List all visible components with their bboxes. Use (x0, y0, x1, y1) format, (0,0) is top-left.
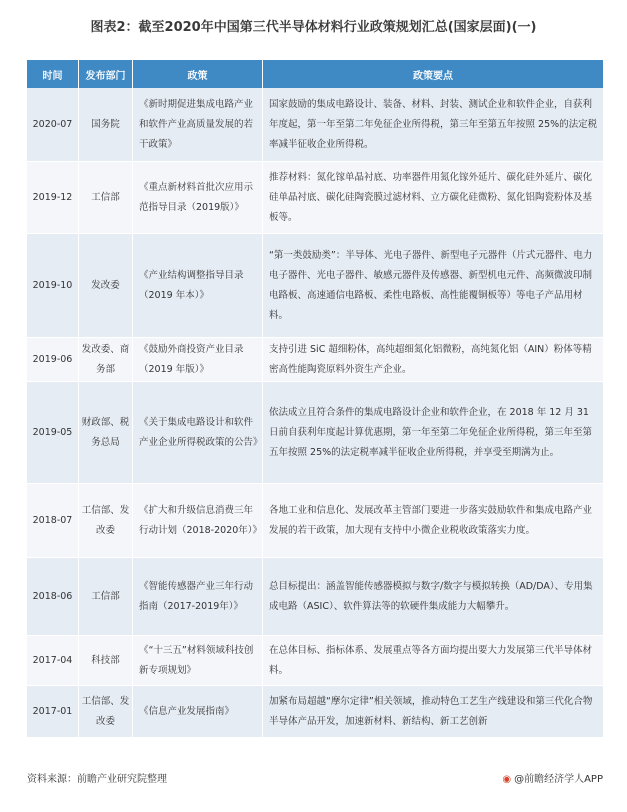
weibo-icon: ◉ (502, 774, 512, 785)
row-time: 2019-10 (27, 234, 79, 338)
row-policy: 《扩大和升级信息消费三年行动计划（2018-2020年）》 (133, 484, 263, 558)
row-dept: 发改委、商务部 (79, 338, 133, 382)
row-points: 各地工业和信息化、发展改革主管部门要进一步落实鼓励软件和集成电路产业发展的若干政策，加大现有支持中小微企业税收政策落实力度。 (263, 484, 603, 558)
row-time: 2018-07 (27, 484, 79, 558)
row-dept: 财政部、税务总局 (79, 382, 133, 484)
row-policy: 《信息产业发展指南》 (133, 686, 263, 738)
row-dept: 科技部 (79, 636, 133, 686)
row-dept: 工信部、发改委 (79, 484, 133, 558)
row-points: 依法成立且符合条件的集成电路设计企业和软件企业，在 2018 年 12 月 31 日前自获利年度起计算优惠期，第一年至第二年免征企业所得税，第三年至第五年按照 25%的法定税率减半征收企业所得税，并享受至期满为止。 (263, 382, 603, 484)
row-points: 支持引进 SiC 超细粉体，高纯超细氮化铝微粉，高纯氮化铝（AIN）粉体等精密高性能陶瓷原料外资生产企业。 (263, 338, 603, 382)
row-points: 国家鼓励的集成电路设计、装备、材料、封装、测试企业和软件企业，自获利年度起，第一年至第二年免征企业所得税，第三年至第五年按照 25%的法定税率减半征收企业所得税。 (263, 88, 603, 162)
table-row (27, 686, 603, 738)
row-policy: 《重点新材料首批次应用示范指导目录（2019版）》 (133, 162, 263, 234)
row-policy: 《“十三五”材料领域科技创新专项规划》 (133, 636, 263, 686)
table-row (27, 558, 603, 636)
source-note: 资料来源：前瞻产业研究院整理 (27, 774, 167, 785)
row-dept: 国务院 (79, 88, 133, 162)
table-row (27, 382, 603, 484)
header-time: 时间 (27, 60, 79, 88)
header-points: 政策要点 (263, 60, 603, 88)
row-policy: 《智能传感器产业三年行动指南（2017-2019年）》 (133, 558, 263, 636)
row-policy: 《鼓励外商投资产业目录（2019 年版）》 (133, 338, 263, 382)
row-time: 2019-05 (27, 382, 79, 484)
row-points: “第一类鼓励类”：半导体、光电子器件、新型电子元器件（片式元器件、电力电子器件、光电子器件、敏感元器件及传感器、新型机电元件、高频微波印制电路板、高速通信电路板、柔性电路板、高性能覆铜板等）等电子产品用材料。 (263, 234, 603, 338)
brand-credit (502, 770, 603, 785)
header-policy: 政策 (133, 60, 263, 88)
row-points: 在总体目标、指标体系、发展重点等各方面均提出要大力发展第三代半导体材料。 (263, 636, 603, 686)
table-row (27, 234, 603, 338)
row-dept: 发改委 (79, 234, 133, 338)
header-dept: 发布部门 (79, 60, 133, 88)
row-policy: 《新时期促进集成电路产业和软件产业高质量发展的若干政策》 (133, 88, 263, 162)
row-time: 2020-07 (27, 88, 79, 162)
page-title: 图表2：截至2020年中国第三代半导体材料行业政策规划汇总(国家层面)(一) (90, 20, 537, 35)
table-row (27, 484, 603, 558)
row-time: 2019-12 (27, 162, 79, 234)
row-time: 2019-06 (27, 338, 79, 382)
row-time: 2018-06 (27, 558, 79, 636)
row-points: 总目标提出：涵盖智能传感器模拟与数字/数字与模拟转换（AD/DA）、专用集成电路（ASIC）、软件算法等的软硬件集成能力大幅攀升。 (263, 558, 603, 636)
row-dept: 工信部 (79, 162, 133, 234)
row-dept: 工信部 (79, 558, 133, 636)
row-points: 加紧布局超越“摩尔定律”相关领域，推动特色工艺生产线建设和第三代化合物半导体产品开发，加速新材料、新结构、新工艺创新 (263, 686, 603, 738)
table-row (27, 338, 603, 382)
table-row (27, 162, 603, 234)
policy-table (27, 60, 603, 738)
row-time: 2017-04 (27, 636, 79, 686)
row-policy: 《产业结构调整指导目录（2019 年本）》 (133, 234, 263, 338)
row-policy: 《关于集成电路设计和软件产业企业所得税政策的公告》 (133, 382, 263, 484)
table-row (27, 88, 603, 162)
row-dept: 工信部、发改委 (79, 686, 133, 738)
row-time: 2017-01 (27, 686, 79, 738)
brand-label: @前瞻经济学人APP (514, 774, 603, 785)
table-row (27, 636, 603, 686)
table-header-row (27, 60, 603, 88)
footer (0, 770, 627, 790)
row-points: 推荐材料：氮化镓单晶衬底、功率器件用氮化镓外延片、碳化硅外延片、碳化硅单晶衬底、碳化硅陶瓷膜过滤材料、立方碳化硅微粉、氮化铝陶瓷粉体及基板等。 (263, 162, 603, 234)
